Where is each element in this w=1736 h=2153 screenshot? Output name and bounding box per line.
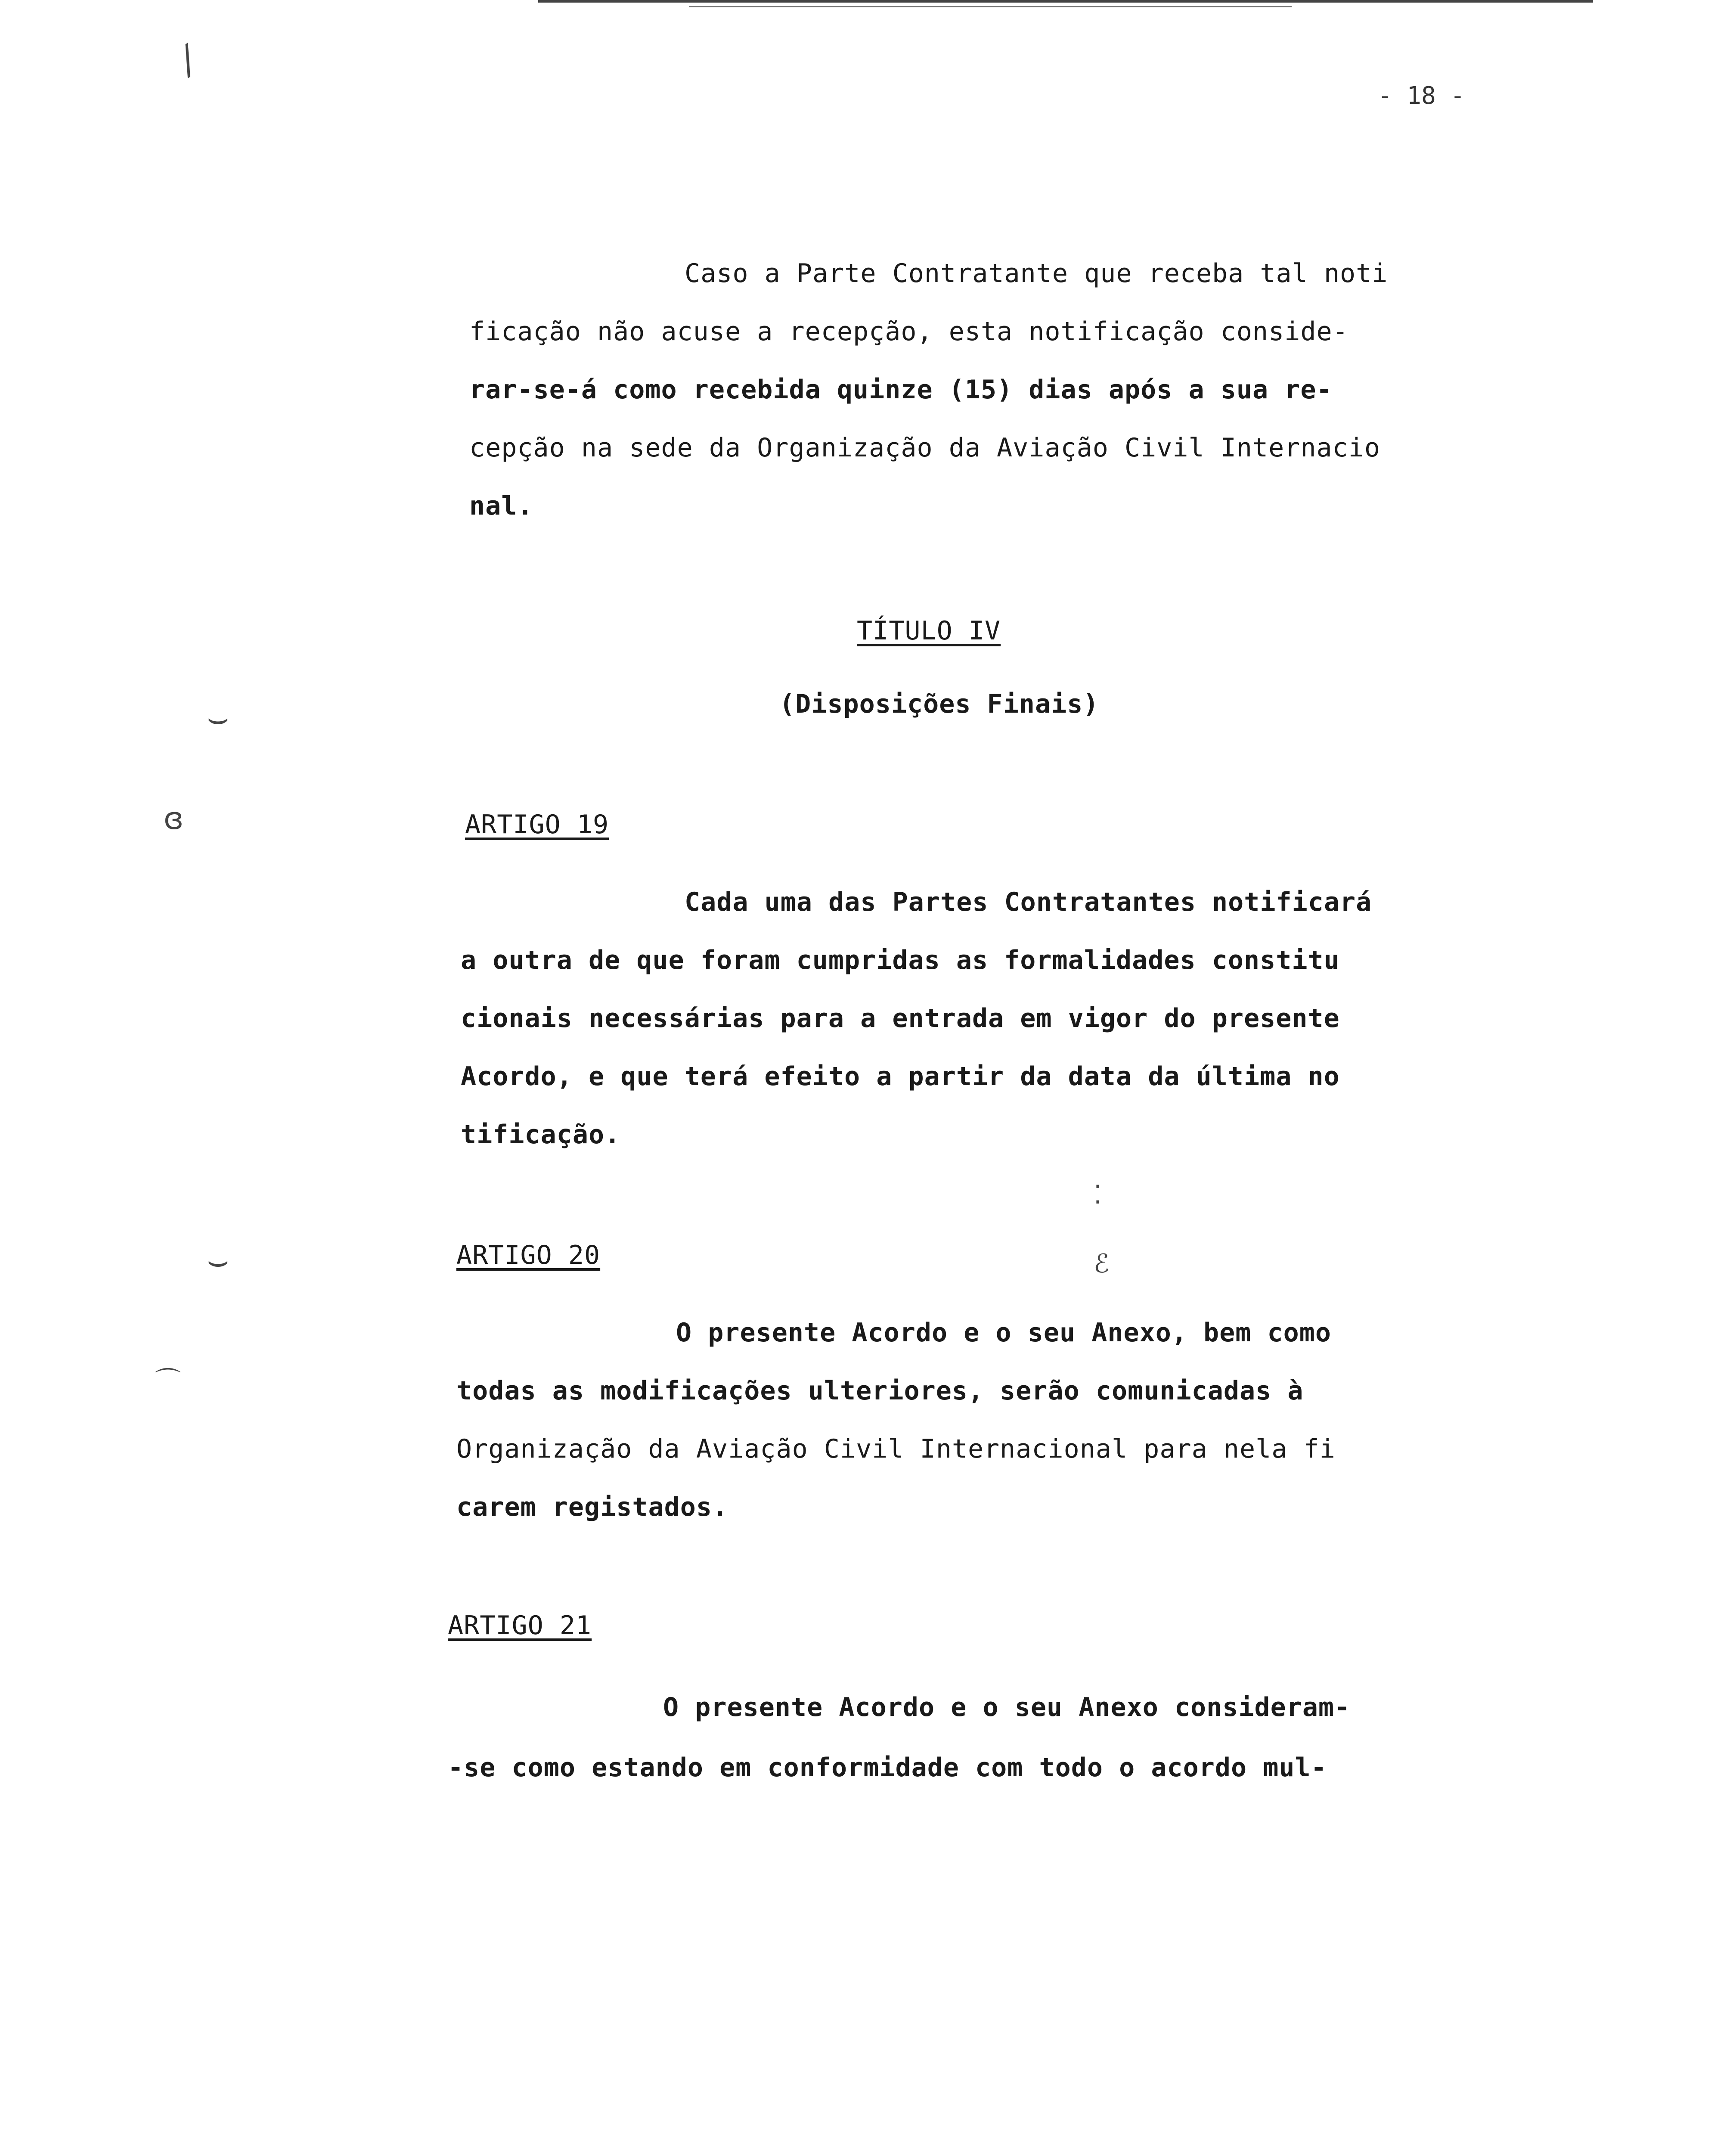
article-19-line-2: a outra de que foram cumpridas as formalidades constitu (461, 945, 1340, 975)
notification-line-2: ficação não acuse a recepção, esta notificação conside- (469, 316, 1348, 347)
article-19-line-5: tificação. (461, 1120, 621, 1150)
article-20-line-1: O presente Acordo e o seu Anexo, bem como (676, 1318, 1332, 1348)
notification-line-3: rar-se-á como recebida quinze (15) dias após a sua re- (469, 375, 1333, 405)
top-edge-rule (538, 0, 1593, 3)
page-number: - 18 - (1378, 82, 1465, 110)
scan-mark-left-4: ⌒ (155, 1366, 181, 1396)
notification-line-4: cepção na sede da Organização da Aviação Civil Internacio (469, 433, 1381, 463)
article-20-heading: ARTIGO 20 (456, 1240, 601, 1270)
scan-mark-left-1: ⌣ (207, 698, 229, 738)
title-subheading: (Disposições Finais) (779, 689, 1099, 719)
scan-mark-center-dots: ⁚ (1094, 1180, 1102, 1210)
article-19-line-1: Cada uma das Partes Contratantes notificará (685, 887, 1372, 917)
scan-mark-left-3: ⌣ (207, 1240, 229, 1280)
top-edge-rule-secondary (689, 6, 1292, 7)
scan-mark-left-2: ɞ (164, 801, 184, 836)
article-21-heading: ARTIGO 21 (448, 1610, 592, 1641)
notification-line-1: Caso a Parte Contratante que receba tal noti (685, 258, 1388, 289)
article-19-heading: ARTIGO 19 (465, 810, 609, 840)
scan-mark-center: ℰ (1094, 1249, 1110, 1279)
article-20-line-4: carem registados. (456, 1492, 728, 1522)
notification-line-5: nal. (469, 491, 533, 521)
article-20-line-3: Organização da Aviação Civil Internacional para nela fi (456, 1434, 1336, 1464)
article-21-line-1: O presente Acordo e o seu Anexo consideram- (663, 1692, 1351, 1722)
article-19-line-3: cionais necessárias para a entrada em vigor do presente (461, 1003, 1340, 1033)
scan-mark-top-left: ⁄ (173, 41, 204, 82)
article-21-line-2: -se como estando em conformidade com todo o acordo mul- (448, 1753, 1327, 1783)
title-heading: TÍTULO IV (857, 616, 1001, 646)
article-19-line-4: Acordo, e que terá efeito a partir da data da última no (461, 1061, 1340, 1092)
article-20-line-2: todas as modificações ulteriores, serão comunicadas à (456, 1376, 1304, 1406)
